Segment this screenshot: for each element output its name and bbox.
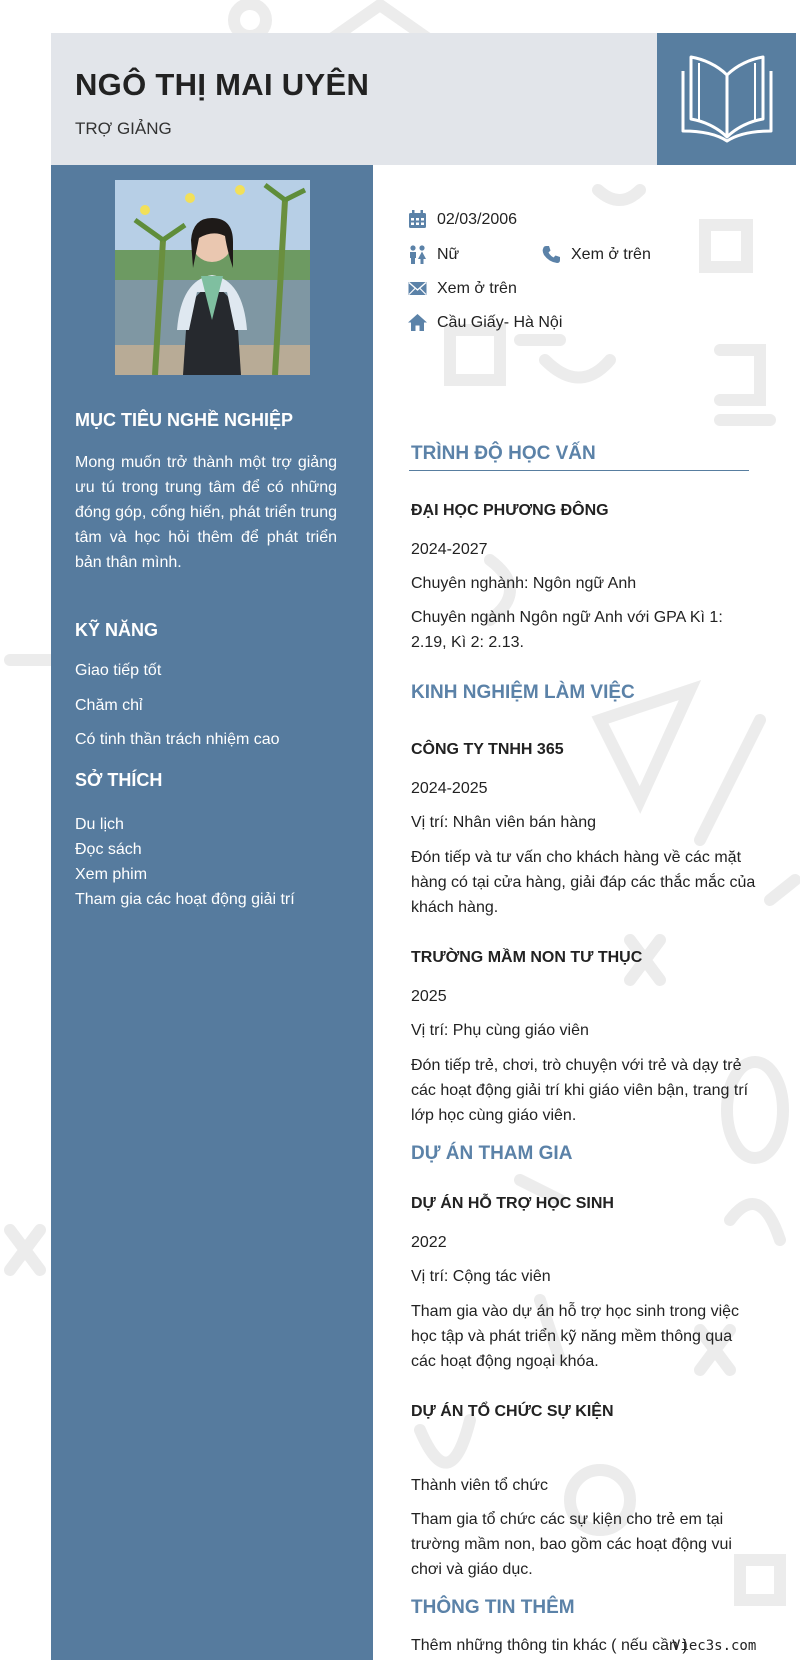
candidate-role: TRỢ GIẢNG (75, 119, 172, 138)
objective-heading: MỤC TIÊU NGHỀ NGHIỆP (75, 410, 294, 430)
education-desc: Chuyên ngành Ngôn ngữ Anh với GPA Kì 1: 2.19, Kì 2: 2.13. (411, 609, 723, 651)
job-period: 2024-2025 (411, 780, 488, 797)
project-position: Thành viên tổ chức (411, 1477, 549, 1494)
contact-email (408, 279, 517, 298)
hobby-item: Xem phim (75, 866, 148, 883)
phone-icon (542, 245, 561, 264)
extra-heading: THÔNG TIN THÊM (411, 1597, 575, 1618)
project-name: DỰ ÁN HỖ TRỢ HỌC SINH (411, 1195, 614, 1212)
cv-sheet (51, 33, 796, 1660)
email-icon (408, 279, 427, 298)
job-desc: Đón tiếp và tư vấn cho khách hàng về các mặt hàng có tại cửa hàng, giải đáp các thắc mắc của khách hàng. (411, 849, 756, 916)
phone-value: Xem ở trên (571, 245, 651, 263)
contact-address (408, 313, 562, 332)
education-school: ĐẠI HỌC PHƯƠNG ĐÔNG (411, 502, 609, 519)
job-position: Vị trí: Phụ cùng giáo viên (411, 1022, 589, 1039)
gender-icon (408, 245, 427, 264)
cv-header (51, 33, 657, 165)
job-desc: Đón tiếp trẻ, chơi, trò chuyện với trẻ và dạy trẻ các hoạt động giải trí khi giáo viên bận, trang trí lớp học cùng giáo viên. (411, 1057, 749, 1124)
skills-list (75, 662, 280, 756)
hobbies-heading: SỞ THÍCH (75, 770, 163, 790)
skill-item: Chăm chỉ (75, 697, 143, 714)
hobbies-list (75, 812, 295, 912)
education-period: 2024-2027 (411, 541, 488, 558)
sidebar (51, 165, 373, 1660)
book-icon (679, 53, 775, 143)
logo-block (657, 33, 796, 165)
watermark: Viec3s.com (672, 1638, 757, 1654)
extra-text: Thêm những thông tin khác ( nếu cần ) (411, 1637, 688, 1654)
job-company: CÔNG TY TNHH 365 (411, 741, 564, 758)
contact-divider (409, 470, 749, 471)
candidate-name: NGÔ THỊ MAI UYÊN (75, 67, 370, 102)
hobby-item: Du lịch (75, 816, 124, 833)
home-icon (408, 313, 427, 332)
education-heading: TRÌNH ĐỘ HỌC VẤN (411, 443, 596, 464)
skill-item: Giao tiếp tốt (75, 662, 162, 679)
hobby-item: Tham gia các hoạt động giải trí (75, 891, 295, 908)
email-value: Xem ở trên (437, 279, 517, 297)
profile-photo (115, 180, 310, 375)
objective-text: Mong muốn trở thành một trợ giảng ưu tú trong trung tâm để có những đóng góp, cống hiến, phát triển trung tâm và học hỏi thêm để phát triển bản thân mình. (75, 454, 337, 571)
hobby-item: Đọc sách (75, 841, 142, 858)
experience-heading: KINH NGHIỆM LÀM VIỆC (411, 682, 635, 703)
projects-heading: DỰ ÁN THAM GIA (411, 1143, 573, 1164)
job-period: 2025 (411, 988, 447, 1005)
education-major: Chuyên nghành: Ngôn ngữ Anh (411, 575, 637, 592)
skill-item: Có tinh thần trách nhiệm cao (75, 731, 280, 748)
skills-heading: KỸ NĂNG (75, 620, 159, 640)
project-desc: Tham gia tổ chức các sự kiện cho trẻ em tại trường mầm non, bao gồm các hoạt động vui chơi và giáo dục. (411, 1511, 732, 1578)
project-position: Vị trí: Cộng tác viên (411, 1268, 551, 1285)
address-value: Cầu Giấy- Hà Nội (437, 313, 563, 331)
gender-value: Nữ (437, 245, 460, 263)
job-position: Vị trí: Nhân viên bán hàng (411, 814, 597, 831)
project-desc: Tham gia vào dự án hỗ trợ học sinh trong việc học tập và phát triển kỹ năng mềm thông qua các hoạt động ngoại khóa. (411, 1303, 740, 1370)
contact-gender (408, 245, 651, 264)
calendar-icon (408, 210, 427, 229)
project-period: 2022 (411, 1234, 447, 1251)
dob-value: 02/03/2006 (437, 210, 518, 228)
job-company: TRƯỜNG MẦM NON TƯ THỤC (411, 949, 643, 966)
contact-dob (408, 210, 517, 229)
project-name: DỰ ÁN TỔ CHỨC SỰ KIỆN (411, 1403, 614, 1420)
